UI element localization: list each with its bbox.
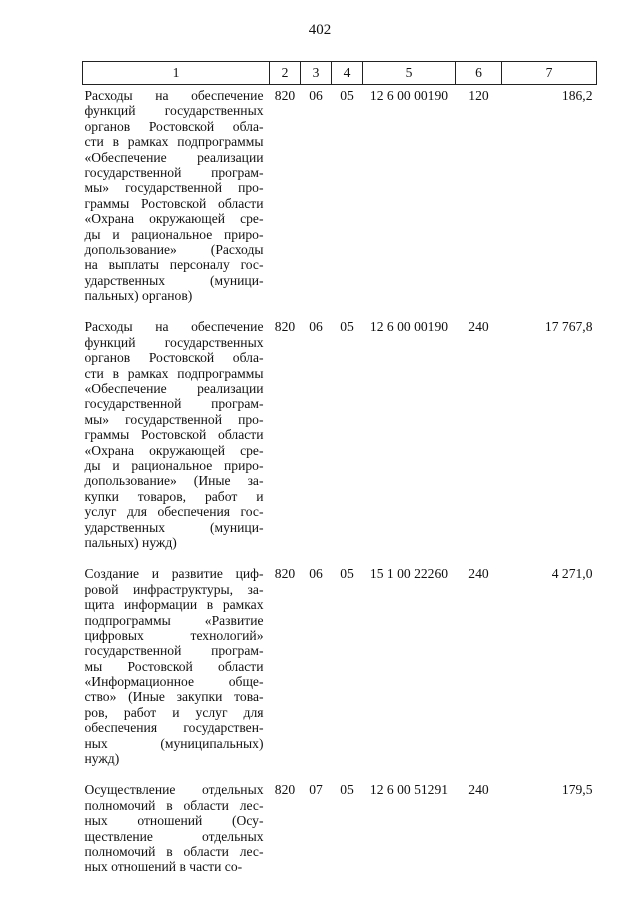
description-line: граммы Ростовской области xyxy=(84,195,264,211)
header-col-6: 6 xyxy=(456,62,502,85)
description-line: органов Ростовской обла- xyxy=(84,118,264,134)
description-line: ды и рациональное приро- xyxy=(84,457,264,473)
header-col-3: 3 xyxy=(301,62,332,85)
description-line: на выплаты персоналу гос- xyxy=(84,257,264,273)
table-row xyxy=(83,85,597,317)
description-line: ство» (Иные закупки това- xyxy=(84,689,264,705)
row-ministry-code: 820 xyxy=(274,782,296,798)
row-section: 07 xyxy=(309,782,323,798)
description-line: Расходы на обеспечение xyxy=(84,88,264,103)
header-col-4: 4 xyxy=(332,62,363,85)
table-row xyxy=(83,563,597,779)
row-description xyxy=(83,779,270,887)
header-col-5: 5 xyxy=(363,62,456,85)
description-line: Создание и развитие циф- xyxy=(84,566,264,582)
description-line: ных отношений в части со- xyxy=(84,859,243,875)
description-line: ды и рациональное приро- xyxy=(84,226,264,242)
table-header-row xyxy=(83,62,597,85)
description-line: купки товаров, работ и xyxy=(84,488,264,504)
row-ministry-code: 820 xyxy=(274,566,296,582)
description-line: государственной програм- xyxy=(84,164,264,180)
row-target-article: 15 1 00 22260 xyxy=(369,566,449,582)
row-amount: 17 767,8 xyxy=(544,319,593,335)
row-section: 06 xyxy=(309,319,323,335)
row-target-article: 12 6 00 00190 xyxy=(369,88,449,103)
header-col-1: 1 xyxy=(83,62,270,85)
header-col-7: 7 xyxy=(502,62,597,85)
row-subsection: 05 xyxy=(340,566,354,582)
description-line: ударственных (муници- xyxy=(84,272,264,288)
description-line: функций государственных xyxy=(84,103,264,119)
page-number: 402 xyxy=(308,22,332,38)
row-amount: 4 271,0 xyxy=(551,566,593,582)
description-line: «Охрана окружающей сре- xyxy=(84,442,264,458)
row-expense-type: 240 xyxy=(468,319,489,335)
description-line: щита информации в рамках xyxy=(84,597,264,613)
table-row xyxy=(83,316,597,563)
description-line: Расходы на обеспечение xyxy=(84,319,264,335)
description-line: сти в рамках подпрограммы xyxy=(84,134,264,150)
table-row xyxy=(83,779,597,887)
row-expense-type: 120 xyxy=(468,88,489,103)
row-target-article: 12 6 00 00190 xyxy=(369,319,449,335)
row-expense-type: 240 xyxy=(468,566,489,582)
description-line: подпрограммы «Развитие xyxy=(84,612,264,628)
description-line: ров, работ и услуг для xyxy=(84,704,264,720)
description-line: «Охрана окружающей сре- xyxy=(84,211,264,227)
description-line: Осуществление отдельных xyxy=(84,782,264,798)
row-subsection: 05 xyxy=(340,88,354,103)
row-description xyxy=(83,316,270,563)
description-line: допользование» (Иные за- xyxy=(84,473,264,489)
description-line: нужд) xyxy=(84,751,120,767)
description-line: услуг для обеспечения гос- xyxy=(84,504,264,520)
description-line: полномочий в области лес- xyxy=(84,797,264,813)
row-amount: 179,5 xyxy=(561,782,593,798)
description-line: ных (муниципальных) xyxy=(84,735,264,751)
description-line: мы» государственной про- xyxy=(84,411,264,427)
description-line: «Информационное обще- xyxy=(84,674,264,690)
row-subsection: 05 xyxy=(340,319,354,335)
description-line: мы Ростовской области xyxy=(84,658,264,674)
description-line: ровой инфраструктуры, за- xyxy=(84,581,264,597)
row-ministry-code: 820 xyxy=(274,319,296,335)
description-line: «Обеспечение реализации xyxy=(84,381,264,397)
description-line: мы» государственной про- xyxy=(84,180,264,196)
row-description xyxy=(83,563,270,779)
row-subsection: 05 xyxy=(340,782,354,798)
row-target-article: 12 6 00 51291 xyxy=(369,782,449,798)
description-line: ударственных (муници- xyxy=(84,519,264,535)
row-expense-type: 240 xyxy=(468,782,489,798)
description-line: пальных) нужд) xyxy=(84,534,177,550)
description-line: государственной програм- xyxy=(84,396,264,412)
description-line: полномочий в области лес- xyxy=(84,843,264,859)
row-description xyxy=(83,85,270,317)
description-line: органов Ростовской обла- xyxy=(84,350,264,366)
description-line: цифровых технологий» xyxy=(84,627,264,643)
description-line: граммы Ростовской области xyxy=(84,427,264,443)
description-line: допользование» (Расходы xyxy=(84,241,264,257)
row-amount: 186,2 xyxy=(561,88,593,103)
row-ministry-code: 820 xyxy=(274,88,296,103)
row-section: 06 xyxy=(309,566,323,582)
description-line: ществление отдельных xyxy=(84,828,264,844)
row-section: 06 xyxy=(309,88,323,103)
description-line: функций государственных xyxy=(84,334,264,350)
description-line: «Обеспечение реализации xyxy=(84,149,264,165)
description-line: государственной програм- xyxy=(84,643,264,659)
description-line: обеспечения государствен- xyxy=(84,720,264,736)
description-line: сти в рамках подпрограммы xyxy=(84,365,264,381)
description-line: пальных) органов) xyxy=(84,288,193,304)
header-col-2: 2 xyxy=(270,62,301,85)
budget-table xyxy=(82,61,597,888)
description-line: ных отношений (Осу- xyxy=(84,813,264,829)
